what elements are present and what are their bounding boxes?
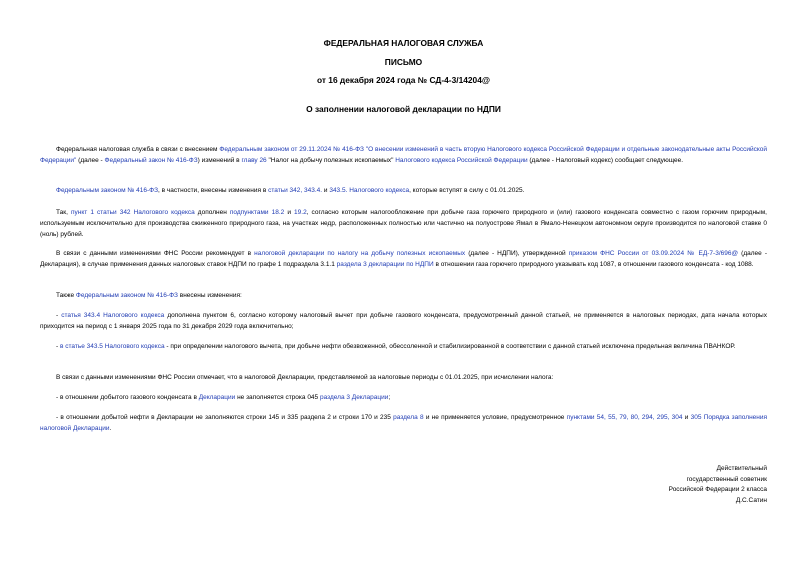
link-tax-code[interactable]: Налогового кодекса Российской Федерации: [395, 157, 528, 164]
link-tax-declaration[interactable]: налоговой декларации по налогу на добычу полезных ископаемых: [254, 250, 466, 257]
text: (далее - Декларация), в случае применения данных налоговых ставок НДПИ по графе 1 подраздела 3.1.1: [40, 250, 767, 268]
text: , согласно которым налогообложение при добыче газа горючего природного и (или) газового конденсата совместно с газом горючим природным, используемым исключительно для производства сжиженного природного газа, на участках недр, расположенных полностью или частично на полуострове Ямал в Ямало-Ненецком автономном округе производится по налоговой ставке 0 (ноль) рублей.: [40, 209, 767, 238]
text: -: [56, 312, 62, 319]
link-section-8[interactable]: раздела 8: [393, 414, 424, 421]
text: (далее - Налоговый кодекс) сообщает следующее.: [527, 157, 684, 164]
signatory-name: Д.С.Сатин: [735, 496, 767, 504]
text: (далее - НДПИ), утвержденной: [465, 250, 569, 257]
text: .: [109, 425, 112, 432]
link-clause-305-procedure[interactable]: 305 Порядка заполнения налоговой Декларации: [40, 414, 768, 432]
text: - в отношении добытой нефти в Декларации не заполняются строки 145 и 335 раздела 2 и строки 170 и 235: [56, 414, 394, 421]
signature-line: государственный советник: [686, 475, 767, 483]
text: Также: [56, 292, 76, 299]
paragraph-recommendation: [40, 248, 767, 270]
link-federal-law-416-short[interactable]: Федеральный закон № 416-ФЗ: [104, 157, 198, 164]
paragraph-article-342: [40, 207, 767, 240]
signature-line: Российской Федерации 2 класса: [668, 486, 767, 493]
paragraph-article-343-4: [40, 310, 767, 332]
text: внесены изменения:: [177, 292, 242, 299]
text: - при определении налогового вычета, при добыче нефти обезвоженной, обессоленной и стабилизированной в соответствии с данной статьей исключена предельная величина ПВАНКОР.: [164, 343, 736, 350]
link-fns-order[interactable]: приказом ФНС России от 03.09.2024 № ЕД-7-3/696@: [568, 250, 739, 257]
document-subject: О заполнении налоговой декларации по НДПИ: [306, 104, 501, 114]
agency-name: ФЕДЕРАЛЬНАЯ НАЛОГОВАЯ СЛУЖБА: [323, 38, 484, 48]
link-subparagraph-19-2[interactable]: 19.2: [294, 209, 307, 216]
text: (далее -: [76, 157, 105, 164]
paragraph-changes: [40, 185, 767, 196]
link-article-343-4[interactable]: статья 343.4 Налогового кодекса: [61, 312, 165, 319]
text: - в отношении добытого газового конденсата в: [56, 394, 199, 401]
link-subparagraph-18-2[interactable]: подпунктами 18.2: [229, 209, 285, 216]
link-declaration[interactable]: Декларации: [198, 394, 236, 401]
text: и не применяется условие, предусмотренное: [423, 414, 567, 421]
link-chapter-26[interactable]: главу 26: [241, 157, 267, 164]
text: -: [56, 343, 60, 350]
link-section-3-declaration[interactable]: раздела 3 декларации по НДПИ: [336, 261, 434, 268]
document-type: ПИСЬМО: [384, 57, 423, 67]
text: В связи с данными изменениями ФНС России рекомендует в: [56, 250, 255, 257]
paragraph-article-343-5: [40, 341, 767, 352]
link-articles-342-343-4[interactable]: статьи 342, 343.4.: [268, 187, 323, 194]
text: ;: [388, 394, 391, 401]
link-federal-law-416[interactable]: Федеральным законом от 29.11.2024 № 416-ФЗ "О внесении изменений в часть вторую Налогового кодекса Российской Федерации и отдельные законодательные акты Российской Федерации": [40, 146, 767, 164]
text: дополнен: [194, 209, 230, 216]
text: ) изменений в: [197, 157, 242, 164]
text: , в частности, внесены изменения в: [158, 187, 269, 194]
text: и: [284, 209, 295, 216]
text: в отношении газа горючего природного указывать код 1087, в отношении газового конденсата - код 1088.: [433, 261, 754, 268]
link-federal-law-416[interactable]: Федеральным законом № 416-ФЗ: [56, 187, 159, 194]
text: дополнена пунктом 6, согласно которому налоговый вычет при добыче газового конденсата, предусмотренный данной статьей, не применяется в налоговых периодах, дата начала которых приходится на период с 1 января 2025 года по 31 декабря 2029 года включительно;: [40, 312, 767, 330]
paragraph-intro: [40, 144, 767, 166]
paragraph-notice: [40, 372, 767, 383]
link-federal-law-416[interactable]: Федеральным законом № 416-ФЗ: [75, 292, 178, 299]
link-article-343-5[interactable]: 343.5. Налогового кодекса: [329, 187, 410, 194]
paragraph-also: [40, 290, 767, 301]
paragraph-condensate: [40, 392, 767, 403]
text: Так,: [56, 209, 72, 216]
link-section-3[interactable]: раздела 3 Декларации: [319, 394, 389, 401]
text: В связи с данными изменениями ФНС России отмечает, что в налоговой Декларации, представляемой за налоговые периоды с 01.01.2025, при исчислении налога:: [56, 374, 554, 381]
link-article-342-p1[interactable]: пункт 1 статьи 342 Налогового кодекса: [71, 209, 195, 216]
text: "Налог на добычу полезных ископаемых": [266, 157, 396, 164]
text: и: [322, 187, 330, 194]
paragraph-oil: [40, 412, 767, 434]
document-date-number: от 16 декабря 2024 года № СД-4-3/14204@: [316, 75, 491, 85]
text: не заполняется строка 045: [235, 394, 320, 401]
link-clauses-54-304[interactable]: пунктами 54, 55, 79, 80, 294, 295, 304: [566, 414, 683, 421]
link-article-343-5-tax-code[interactable]: в статье 343.5 Налогового кодекса: [59, 343, 165, 350]
text: и: [682, 414, 691, 421]
text: Федеральная налоговая служба в связи с внесением: [56, 146, 220, 153]
signature-block: [669, 464, 767, 506]
signature-line: Действительный: [716, 465, 767, 472]
text: , которые вступят в силу с 01.01.2025.: [409, 187, 525, 194]
